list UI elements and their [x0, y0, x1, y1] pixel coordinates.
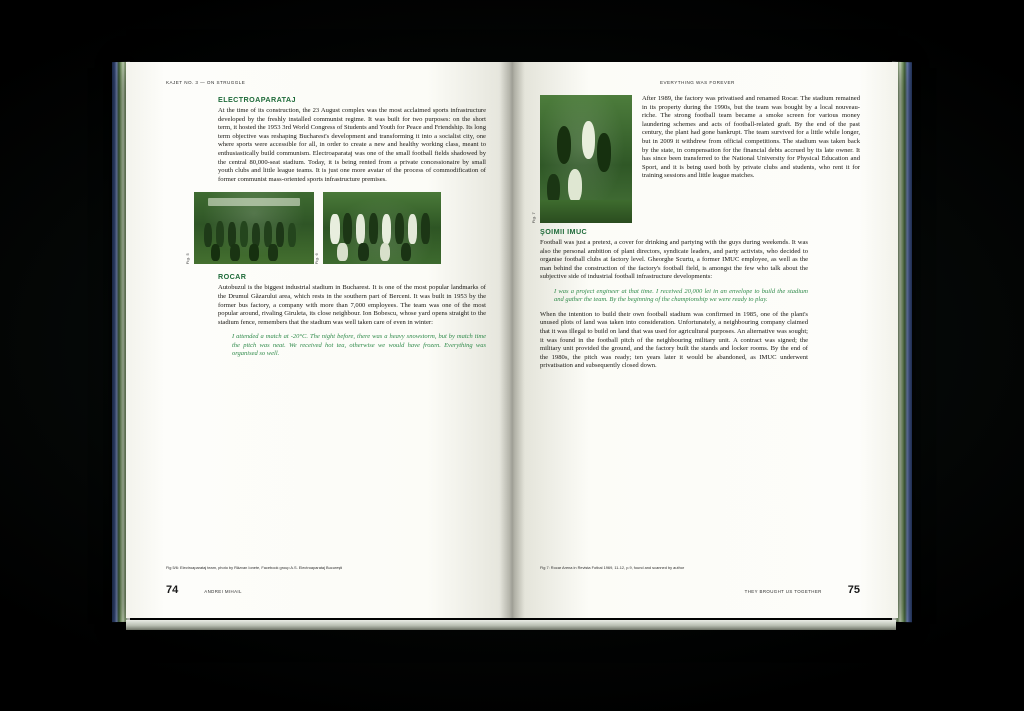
section-heading-electroaparataj: ELECTROAPARATAJ	[218, 95, 296, 104]
text-column-left-2	[218, 272, 486, 358]
book-bottom-edge	[126, 620, 896, 630]
paragraph-rocar: Autobuzul is the biggest industrial stadium in Bucharest. It is one of the most popular landmarks of the Drumul Găzarului area, which rests in the southern part of Berceni. It was built in 1953 by the former bus factory, a company with more than 7,000 employees. The team was one of the most popular around, rivaling Giruleta, its close neighbour. Ion Bobescu, whose yard opens straight to the stadium fence, remembers that the stadium was well taken care of even in winter:	[218, 284, 486, 326]
pull-quote-bobescu: I attended a match at -20°C. The night before, there was a heavy snowstorm, but by match time the pitch was neat. We received hot tea, otherwise we would have frozen. Everything was organised so well.	[232, 333, 486, 358]
paragraph-soimii-imuc: Football was just a pretext, a cover for drinking and partying with the guys during weekends. It was also the personal ambition of plant directors, syndicate leaders, and party activists, who decided to organise football clubs at factory level. Gheorghe Scurtu, a former IMUC employee, as well as the man behind the construction of the factory's football field, is amongst the few who talk about the subjective side of industrial football infrastructure developments:	[540, 239, 808, 281]
figure-and-text-row	[531, 95, 860, 223]
text-column-right	[540, 227, 808, 371]
paragraph-electroaparataj: At the time of its construction, the 23 August complex was the most acclaimed sports infrastructure developed by the freshly installed communist regime. It was built for two purposes: on the short term, it hosted the 1953 3rd World Congress of Students and Youth for Peace and Friendship. Its long term objective was reshaping Bucharest's development and transforming it into a socialist city, one where sports were accessible for all, in order to create a new and healthy working class, meant to enthusiastically build communism. Electroaparataj was one of the small football fields shadowed by the central 80,000-seat stadium. Today, it is being rented from a private concessionaire by small youth clubs and little league teams. It is just one more avatar of the process of commodification of former communist mass-oriented sports infrastructure premises.	[218, 107, 486, 183]
page-footer-left	[166, 584, 486, 596]
photo-electroaparataj-team-1	[194, 192, 314, 264]
folio-left: 74	[166, 584, 179, 596]
figure-6-label: Fig. 6	[314, 253, 319, 265]
caption-figure-7: Fig 7: Rocar Arena in Revista Fotbal 1969, 11-12, p.9, found and scanned by author	[540, 564, 685, 570]
folio-right: 75	[847, 584, 860, 596]
open-book	[112, 62, 912, 622]
text-column-right-top	[642, 95, 860, 187]
running-head-left: KAJET NO. 3 — ON STRUGGLE	[166, 80, 246, 85]
paragraph-rocar-history: After 1989, the factory was privatised and renamed Rocar. The stadium remained in its property during the 1990s, but the team was bought by a local nouveau-riche. The strong football team became a smoke screen for various money laundering schemes and acts of football-related graft. By the end of the past century, the plant had gone bankrupt. The team survived for a little while longer, but in 2009 it withdrew from official competitions. The stadium was taken back by the state, in compensation for the financial debts accrued by its late owner. It has since been transferred to the National University for Physical Education and Sport, and it is being used both by private clubs and students, who rent it for training sessions and little league matches.	[642, 95, 860, 180]
caption-figure-5-6: Fig 5/6: Electroaparataj team, photo by Răzvan Ionete, Facebook group A.S. Electroaparataj Bucureşti	[166, 564, 343, 570]
section-heading-soimii-imuc: ŞOIMII IMUC	[540, 227, 588, 236]
figure-7-label: Fig. 7	[531, 211, 536, 223]
photo-rocar-arena	[540, 95, 632, 223]
paragraph-stadium-build: When the intention to build their own football stadium was confirmed in 1985, one of the plant's unused plots of land was taken into consideration. Unfortunately, a neighbouring company claimed that it was illegal to build on land that was used for agricultural purposes. An alternative was sought; it was found in the football pitch of the neighbouring military unit. A contract was signed; the military unit provided the ground, and the factory built the stands and locker rooms. By the end of the 1980s, the pitch was ready; ten years later it would be abandoned, as IMUC underwent privatisation and subsequently closed down.	[540, 310, 808, 370]
pull-quote-scurtu: I was a project engineer at that time. I received 20,000 lei in an envelope to build the stadium and gather the team. By the beginning of the championship we were ready to play.	[554, 287, 808, 304]
figure-5-label: Fig. 5	[185, 253, 190, 265]
figure-5	[185, 192, 314, 265]
book-pages	[126, 62, 898, 618]
text-column-left	[218, 95, 486, 184]
running-head-right: EVERYTHING WAS FOREVER	[660, 80, 735, 85]
section-heading-rocar: ROCAR	[218, 272, 247, 282]
page-right	[512, 62, 898, 618]
photo-banner	[208, 198, 299, 206]
footer-author: ANDREI MIHAIL	[204, 589, 242, 594]
page-footer-right	[540, 584, 860, 596]
figure-row-5-6	[185, 192, 486, 265]
figure-6	[314, 192, 441, 265]
footer-title: THEY BROUGHT US TOGETHER	[744, 589, 822, 594]
figure-7	[531, 95, 632, 223]
photo-electroaparataj-team-2	[323, 192, 441, 264]
page-left	[126, 62, 512, 618]
